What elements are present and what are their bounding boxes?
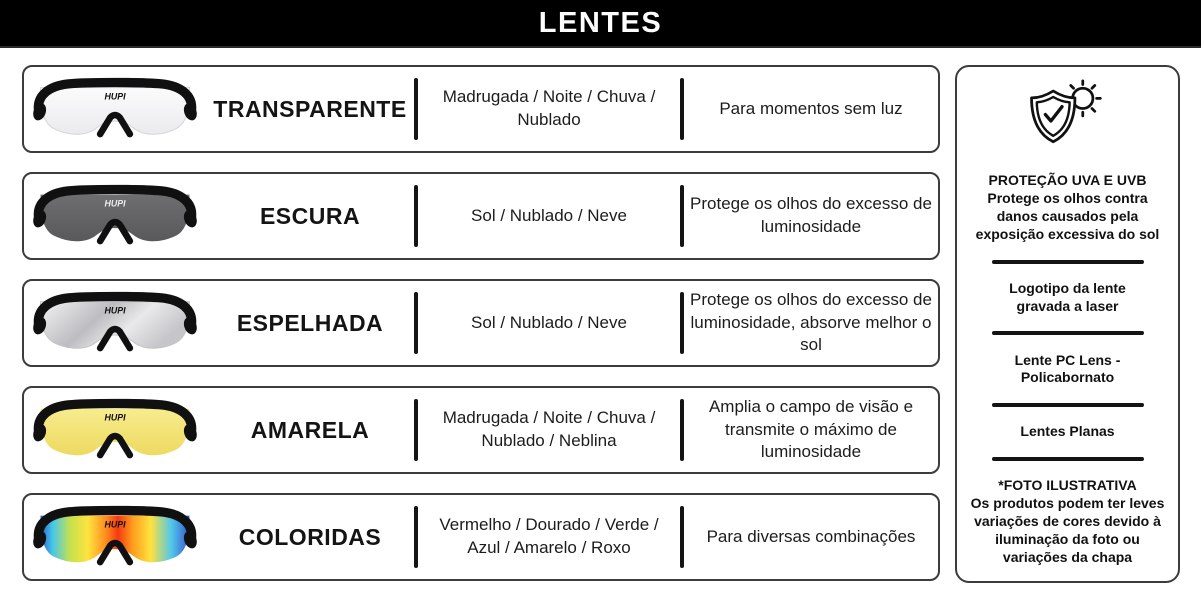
uv-protection-body: Protege os olhos contra danos causados pela exposição excessiva do sol bbox=[975, 189, 1160, 242]
sunglasses-yellow-icon bbox=[31, 390, 199, 470]
brand-logo: HUPI bbox=[104, 305, 126, 316]
lens-row-transparente bbox=[22, 65, 940, 153]
lens-name: ESCURA bbox=[259, 202, 361, 229]
section-divider bbox=[992, 331, 1144, 335]
lens-benefit: Para momentos sem luz bbox=[719, 98, 903, 118]
uv-protection-section bbox=[969, 172, 1166, 244]
glasses-image-transparente bbox=[24, 69, 206, 149]
glasses-image-coloridas bbox=[24, 497, 206, 577]
flat-lens-section: Lentes Planas bbox=[1020, 423, 1115, 440]
lens-conditions: Sol / Nublado / Neve bbox=[471, 312, 627, 332]
lens-conditions: Vermelho / Dourado / Verde / Azul / Amarelo / Roxo bbox=[439, 515, 659, 557]
uv-protection-icon-wrap bbox=[1021, 79, 1115, 156]
pc-lens-section: Lente PC Lens - Policabornato bbox=[1014, 351, 1121, 386]
glasses-image-espelhada bbox=[24, 283, 206, 363]
uv-protection-heading: PROTEÇÃO UVA E UVB bbox=[988, 171, 1147, 188]
glasses-image-amarela bbox=[24, 390, 206, 470]
lens-row-amarela bbox=[22, 386, 940, 474]
brand-logo: HUPI bbox=[104, 198, 126, 209]
sunglasses-mirror-icon bbox=[31, 283, 199, 363]
lens-conditions: Sol / Nublado / Neve bbox=[471, 205, 627, 225]
sunglasses-dark-icon bbox=[31, 176, 199, 256]
glasses-image-escura bbox=[24, 176, 206, 256]
lens-conditions: Madrugada / Noite / Chuva / Nublado bbox=[442, 87, 656, 129]
lens-name: ESPELHADA bbox=[236, 309, 384, 336]
lens-row-espelhada bbox=[22, 279, 940, 367]
lens-name: COLORIDAS bbox=[238, 523, 382, 550]
sunglasses-rainbow-icon bbox=[31, 497, 199, 577]
lens-table bbox=[22, 63, 940, 601]
section-divider bbox=[992, 403, 1144, 407]
lens-name: TRANSPARENTE bbox=[213, 95, 407, 122]
photo-disclaimer-body: Os produtos podem ter leves variações de cores devido à iluminação da foto ou variações da chapa bbox=[970, 495, 1165, 565]
photo-disclaimer-section bbox=[969, 477, 1166, 567]
lens-benefit: Protege os olhos do excesso de luminosidade, absorve melhor o sol bbox=[690, 289, 932, 355]
info-panel bbox=[955, 65, 1180, 583]
brand-logo: HUPI bbox=[104, 91, 126, 102]
sunglasses-transparent-icon bbox=[31, 69, 199, 149]
section-divider bbox=[992, 260, 1144, 264]
lens-benefit: Amplia o campo de visão e transmite o máximo de luminosidade bbox=[708, 396, 914, 462]
lens-row-coloridas bbox=[22, 493, 940, 581]
lens-row-escura bbox=[22, 172, 940, 260]
content bbox=[0, 48, 1201, 601]
brand-logo: HUPI bbox=[104, 412, 126, 423]
header-bar bbox=[0, 0, 1201, 48]
lens-benefit: Para diversas combinações bbox=[706, 526, 916, 546]
laser-logo-section: Logotipo da lente gravada a laser bbox=[1009, 279, 1126, 314]
page-title: LENTES bbox=[538, 6, 663, 39]
lens-conditions: Madrugada / Noite / Chuva / Nublado / Neblina bbox=[442, 408, 656, 450]
photo-disclaimer-heading: *FOTO ILUSTRATIVA bbox=[998, 477, 1137, 494]
brand-logo: HUPI bbox=[104, 519, 126, 530]
lens-benefit: Protege os olhos do excesso de luminosidade bbox=[690, 194, 932, 236]
section-divider bbox=[992, 457, 1144, 461]
shield-check-sun-icon bbox=[1021, 79, 1115, 151]
lens-name: AMARELA bbox=[250, 416, 370, 443]
